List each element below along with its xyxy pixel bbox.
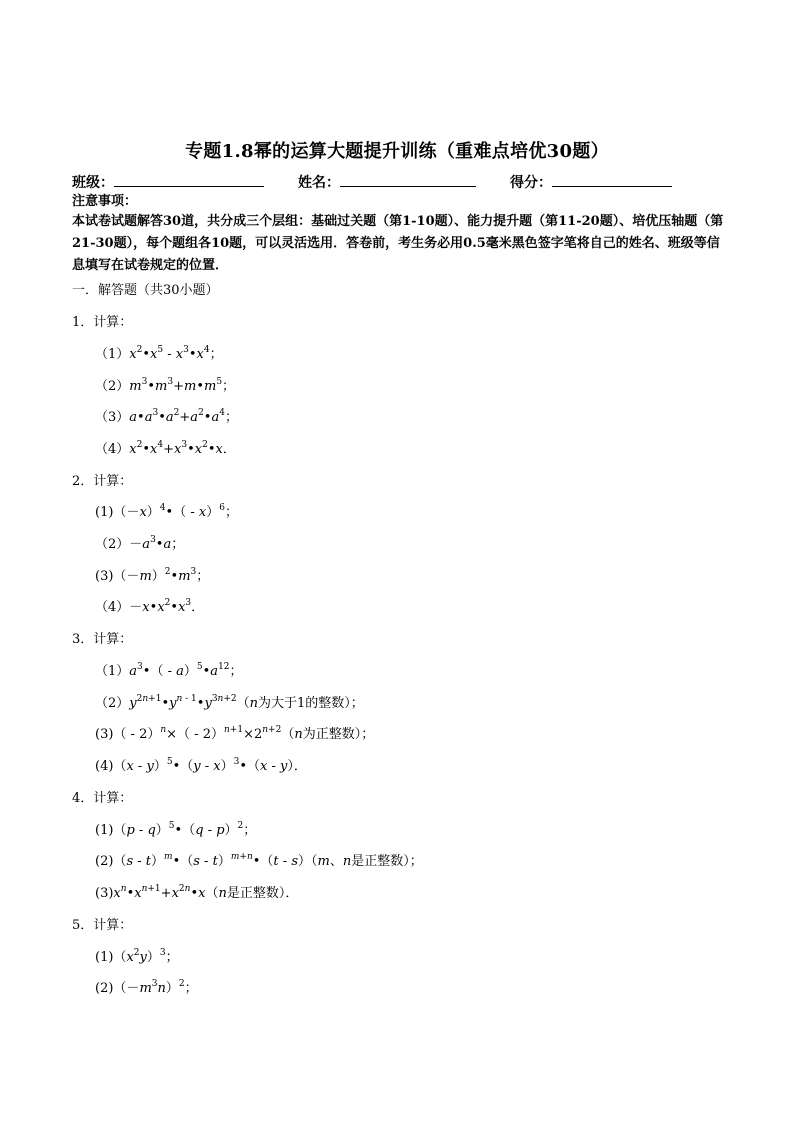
q4-part-2: (2)（s - t）$^m$•（s - t）$^{m+n}$•（t - s）（m、n是正整数）； [95, 852, 423, 869]
notice-body: 本试卷试题解答30道，共分成三个层组：基础过关题（第1-10题）、能力提升题（第11-20题）、培优压轴题（第21-30题），每个题组各10题，可以灵活选用．答卷前，考生务必用0.5毫米黑色签字笔将自己的姓名、班级等信息填写在试卷规定的位置． [72, 214, 724, 273]
q3-part-3: $(3)( - 2)^n\times( - 2)^{n+1}\times 2^{n+2}(n$为正整数）； [95, 725, 375, 742]
name-field [298, 172, 476, 192]
q5-part-2: $(2)(-m^3n)^2$； [95, 979, 198, 996]
page-title: 专题1.8幂的运算大题提升训练（重难点培优30题） [185, 141, 609, 162]
section-title: 一．解答题（共30小题） [72, 283, 219, 298]
notice-heading: 注意事项： [72, 194, 138, 209]
q1-part-4: $(4)x^2•x^4+x^3•x^2•x$． [95, 440, 236, 457]
question-1-heading: 1．计算： [72, 315, 133, 330]
question-2-heading: 2．计算： [72, 474, 133, 489]
class-label: 班级： [72, 175, 114, 191]
q2-part-2: $(2)-a^3•a$； [95, 535, 185, 552]
question-4-heading: 4．计算： [72, 791, 133, 806]
q4-part-3: $(3)x^n•x^{n+1}+x^{2n}•x(n$是正整数）． [95, 884, 299, 901]
q5-part-1: $(1)(x^2y)^3$； [95, 948, 179, 965]
q1-part-2: $(2)m^3•m^3+m•m^5$； [95, 377, 236, 394]
score-field [510, 172, 672, 192]
score-blank [552, 172, 672, 187]
q2-part-4: $(4)-x•x^2•x^3$． [95, 598, 205, 615]
q2-part-1: $(1)(-x)^4•( - x)^6$； [95, 503, 238, 520]
q2-part-3: $(3)(-m)^2•m^3$； [95, 567, 210, 584]
q3-part-2: $(2)y^{2n+1}•y^{n - 1}•y^{3n+2}(n$为大于1的整数）； [95, 694, 364, 711]
question-3-heading: 3．计算： [72, 632, 133, 647]
question-5-heading: 5．计算： [72, 918, 133, 933]
class-blank [114, 172, 264, 187]
q3-part-4: (4)（x - y）$^5$•（y - x）$^3$•（x - y）． [95, 757, 307, 774]
q1-part-3: $(3)a•a^3•a^2+a^2•a^4$； [95, 408, 238, 425]
q4-part-1: (1)（p - q）$^5$•（q - p）$^2$； [95, 821, 257, 838]
score-label: 得分： [510, 175, 552, 191]
q3-part-1: $(1)a^3•$（ - $a)^5•a^{12}$； [95, 662, 243, 679]
name-label: 姓名： [298, 175, 340, 191]
class-field [72, 172, 264, 192]
q1-part-1: $(1)x^2•x^5$ - $x^3•x^4$； [95, 345, 223, 362]
name-blank [340, 172, 476, 187]
